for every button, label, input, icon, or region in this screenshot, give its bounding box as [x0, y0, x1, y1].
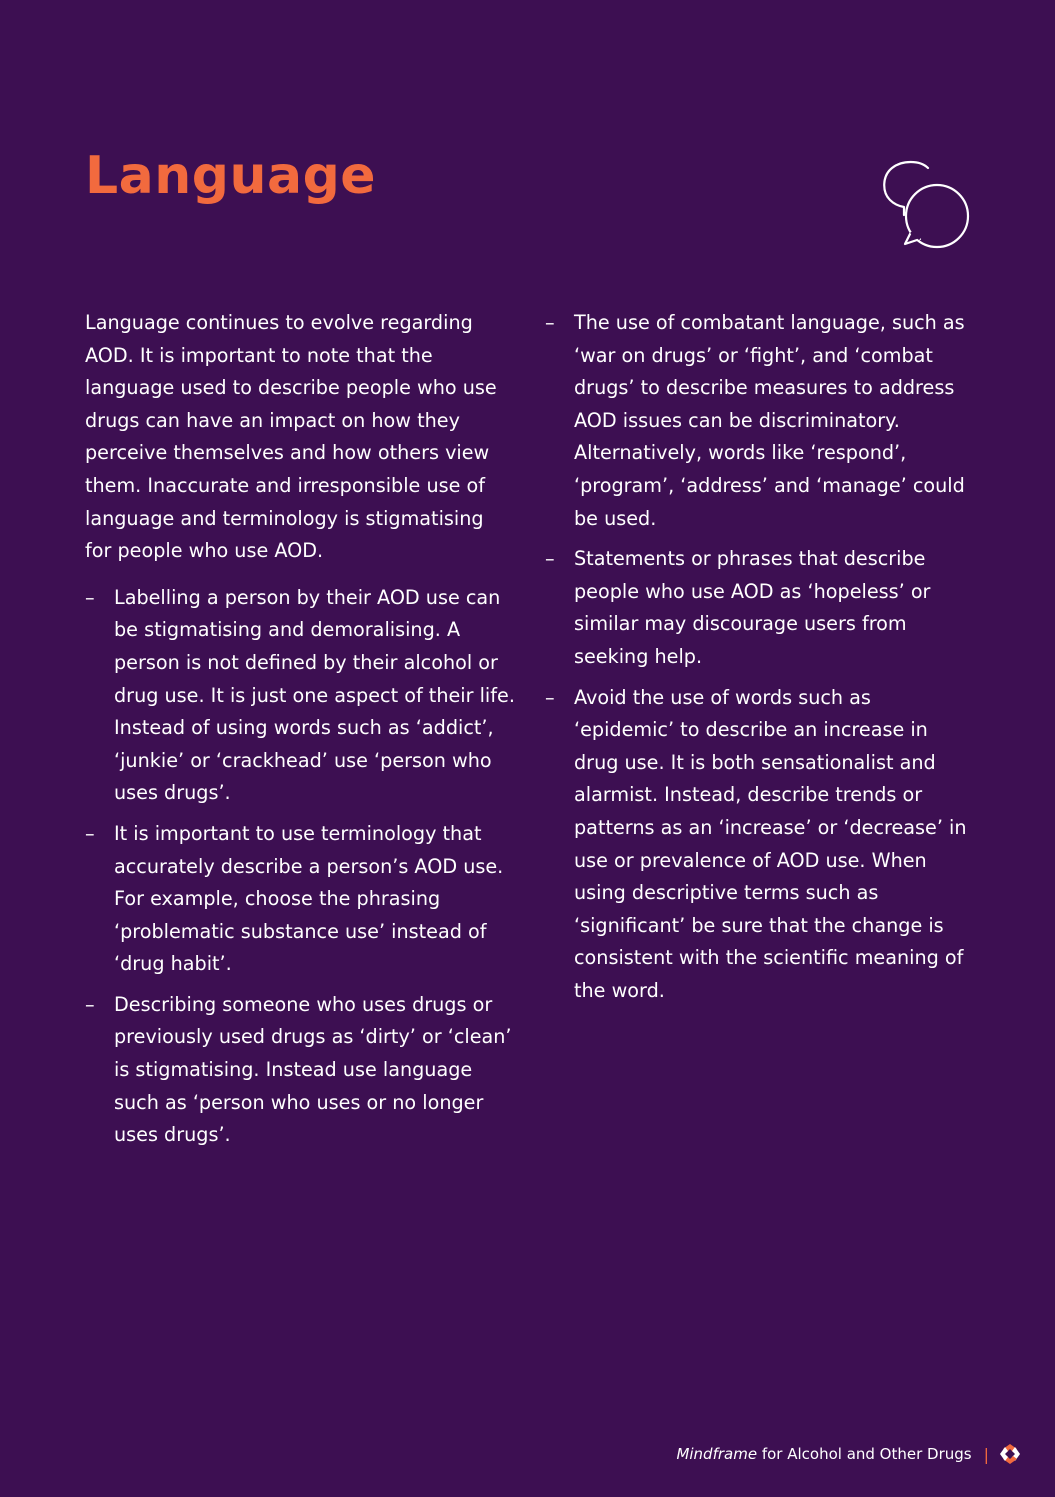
list-item: [85, 989, 515, 1152]
mindframe-logo-icon: [999, 1443, 1021, 1465]
dash-marker: –: [85, 992, 95, 1016]
list-item: [545, 682, 975, 1008]
list-item-text: Statements or phrases that describe people who use AOD as ‘hopeless’ or similar may discourage users from seeking help.: [574, 547, 931, 668]
footer-separator: |: [983, 1444, 989, 1464]
list-item: [85, 582, 515, 810]
list-item-text: The use of combatant language, such as ‘war on drugs’ or ‘fight’, and ‘combat drugs’ to describe measures to address AOD issues can be discriminatory. Alternatively, words like ‘respond’, ‘program’, ‘address’ and ‘manage’ could be used.: [574, 311, 965, 530]
dash-marker: –: [85, 821, 95, 845]
dash-marker: –: [545, 547, 555, 571]
list-item-text: Avoid the use of words such as ‘epidemic’ to describe an increase in drug use. It is both sensationalist and alarmist. Instead, describe trends or patterns as an ‘increase’ or ‘decrease’ in use or prevalence of AOD use. When using descriptive terms such as ‘significant’ be sure that the change is consistent with the scientific meaning of the word.: [574, 685, 967, 1002]
left-column: [85, 307, 515, 1160]
footer-brand: Mindframe: [676, 1445, 758, 1463]
left-bullet-list: [85, 582, 515, 1152]
dash-marker: –: [545, 311, 555, 334]
footer: [676, 1443, 1021, 1465]
list-item-text: It is important to use terminology that accurately describe a person’s AOD use. For example, choose the phrasing ‘problematic substance use’ instead of ‘drug habit’.: [114, 821, 504, 976]
dash-marker: –: [85, 585, 95, 609]
list-item-text: Labelling a person by their AOD use can be stigmatising and demoralising. A person is not defined by their alcohol or drug use. It is just one aspect of their life. Instead of using words such as ‘addict’, ‘junkie’ or ‘crackhead’ use ‘person who uses drugs’.: [114, 585, 515, 805]
footer-text: for Alcohol and Other Drugs: [757, 1445, 972, 1463]
dash-marker: –: [545, 685, 555, 709]
speech-bubbles-icon: [880, 158, 974, 252]
right-bullet-list: [545, 307, 975, 1007]
list-item: [545, 543, 975, 673]
page-title: Language: [85, 146, 377, 206]
right-column: [545, 307, 975, 1015]
list-item: [85, 818, 515, 981]
list-item: [545, 307, 975, 535]
list-item-text: Describing someone who uses drugs or previously used drugs as ‘dirty’ or ‘clean’ is stigmatising. Instead use language such as ‘person who uses or no longer uses drugs’.: [114, 992, 512, 1147]
intro-paragraph: Language continues to evolve regarding AOD. It is important to note that the language used to describe people who use drugs can have an impact on how they perceive themselves and how others view them. Inaccurate and irresponsible use of language and terminology is stigmatising for people who use AOD.: [85, 311, 497, 563]
